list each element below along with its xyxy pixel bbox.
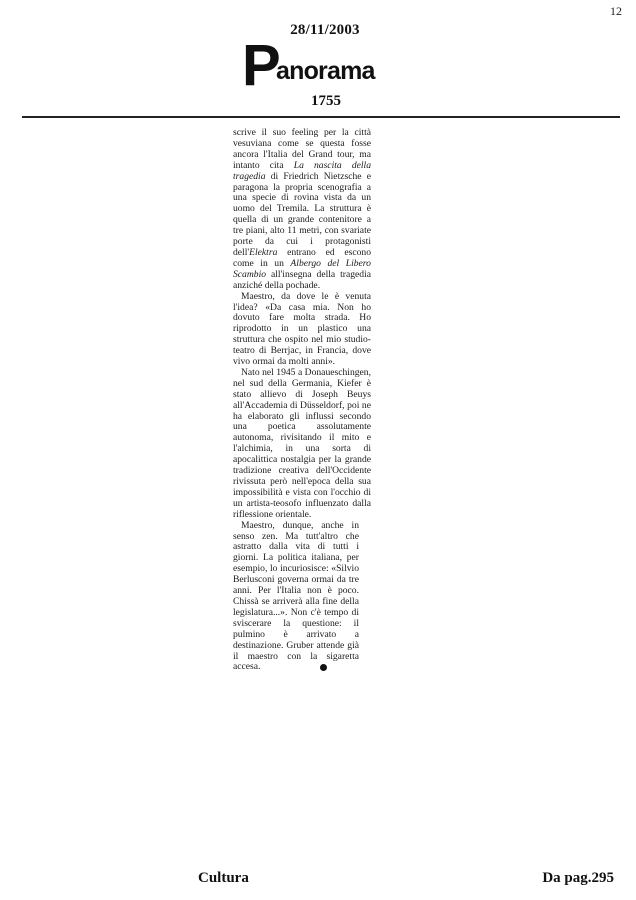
- end-of-article-bullet-icon: [320, 664, 327, 671]
- page-number: 12: [610, 4, 622, 18]
- article-paragraph-1: [233, 128, 371, 292]
- panorama-logo: [238, 33, 398, 98]
- issue-number: 1755: [311, 93, 341, 109]
- paragraph-text: entrano ed escono come in un: [233, 246, 371, 269]
- article-column: [233, 128, 371, 673]
- opera-title: Elektra: [249, 246, 278, 258]
- book-title: La nascita della tragedia: [233, 159, 371, 182]
- section-label: Cultura: [198, 870, 249, 886]
- publication-date: 28/11/2003: [290, 22, 360, 38]
- paragraph-text: Maestro, dunque, anche in senso zen. Ma tutt'altro che astratto dalla vita di tutti i giorni. La politica italiana, per esempio, lo incuriosisce: «Silvio Berlusconi governa ormai da tre anni. Per l'Italia non è poco. Chissà se arriverà alla fine della legislatura...». Non c'è tempo di sviscerare la questione: il pulmino è arrivato a destinazione. Gruber attende già il maestro con la sigaretta accesa.: [233, 519, 359, 673]
- paragraph-text: di Friedrich Nietzsche e paragona la propria scenografia a una specie di rovina vista da un uomo del Tremila. La struttura è quella di un grande contenitore a tre piani, alto 11 metri, con svariate porte da cui i protagonisti dell': [233, 170, 371, 258]
- article-paragraph-3: Nato nel 1945 a Donaueschingen, nel sud della Germania, Kiefer è stato allievo di Joseph Beuys all'Accademia di Düsseldorf, poi ne ha elaborato gli influssi secondo una poetica assolutamente autonoma, rivisitando il mito e l'alchimia, in una sorta di apocalittica nostalgia per la grande tradizione creativa dell'Occidente rivissuta però nell'epoca della sua impossibilità e vista con l'occhio di un artista-teosofo influenzato dalla riflessione orientale.: [233, 366, 371, 520]
- continued-from-label: Da pag.295: [542, 870, 614, 886]
- paragraph-text: all'insegna della tragedia anziché della pochade.: [233, 268, 371, 291]
- paragraph-text: scrive il suo feeling per la città vesuviana come se questa fosse ancora l'Italia del Grand tour, ma intanto cita: [233, 127, 371, 171]
- masthead: [0, 22, 636, 110]
- article-paragraph-4: [233, 521, 359, 674]
- header-divider: [22, 116, 620, 118]
- logo-initial: P: [242, 33, 281, 98]
- article-paragraph-2: Maestro, da dove le è venuta l'idea? «Da casa mia. Non ho dovuto fare molta strada. Ho riprodotto in un plastico una struttura che ospito nel mio studio-teatro di Berrjac, in Francia, dove vivo ormai da molti anni».: [233, 290, 371, 368]
- play-title: Albergo del Libero Scambio: [233, 257, 371, 280]
- logo-text: anorama: [276, 57, 375, 85]
